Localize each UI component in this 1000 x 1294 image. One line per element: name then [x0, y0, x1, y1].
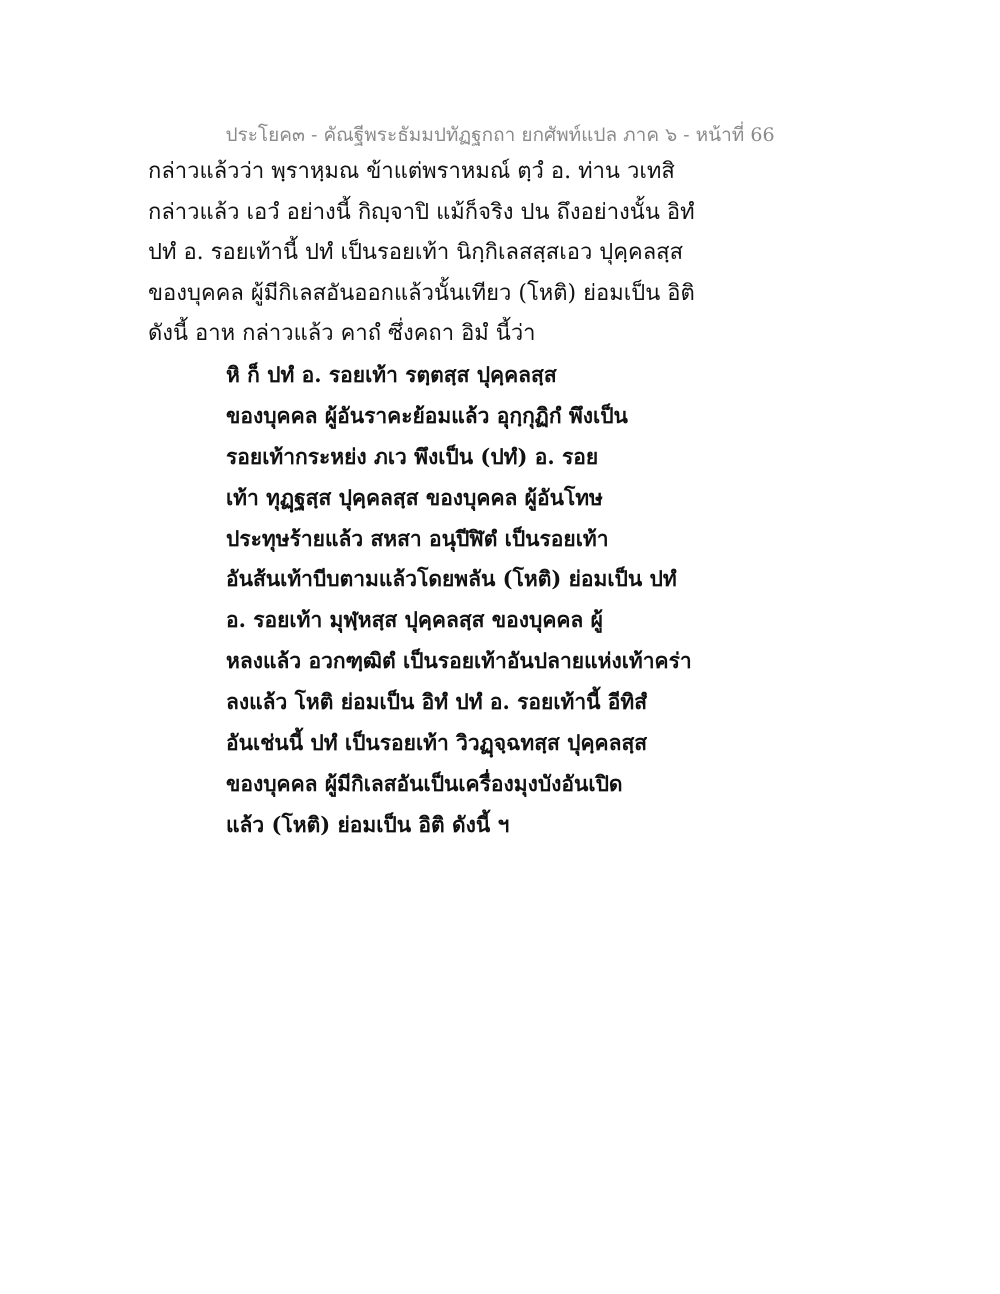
page-header: ประโยค๓ - คัณฐีพระธัมมปทัฏฐกถา ยกศัพท์แปล ภาค ๖ - หน้าที่ 66: [225, 124, 775, 146]
paragraph-line: กล่าวแล้วว่า พฺราหฺมณ ข้าแต่พราหมณ์ ตฺวํ อ. ท่าน วเทสิ: [148, 159, 675, 184]
paragraph-line: ดังนี้ อาห กล่าวแล้ว คาถํ ซึ่งคถา อิมํ นี้ว่า: [148, 321, 536, 347]
verse-line: แล้ว (โหติ) ย่อมเป็น อิติ ดังนี้ ฯ: [226, 811, 510, 837]
verse-line: อันเช่นนี้ ปทํ เป็นรอยเท้า วิวฏฺจฺฉทสฺส ปุคฺคลสฺส: [226, 730, 648, 756]
verse-line: อันส้นเท้าบีบตามแล้วโดยพลัน (โหติ) ย่อมเป็น ปทํ: [226, 566, 677, 592]
verse-line: รอยเท้ากระหย่ง ภเว พึงเป็น (ปทํ) อ. รอย: [226, 443, 599, 469]
verse-line: หลงแล้ว อวกฑฺฒิตํ เป็นรอยเท้าอันปลายแห่งเท้าคร่า: [226, 648, 692, 674]
verse-line: เท้า ทุฏฺฐสฺส ปุคฺคลสฺส ของบุคคล ผู้อันโทษ: [226, 484, 603, 510]
verse-line: ของบุคคล ผู้อันราคะย้อมแล้ว อุกฺกุฏิกํ พึงเป็น: [226, 402, 628, 428]
verse-block: [226, 355, 706, 846]
verse-line: อ. รอยเท้า มุฬฺหสฺส ปุคฺคลสฺส ของบุคคล ผู้: [226, 607, 603, 633]
verse-line: ลงแล้ว โหติ ย่อมเป็น อิทํ ปทํ อ. รอยเท้านี้ อีทิสํ: [226, 689, 648, 715]
verse-line: หิ ก็ ปทํ อ. รอยเท้า รตฺตสฺส ปุคฺคลสฺส: [226, 362, 557, 387]
verse-line: ประทุษร้ายแล้ว สหสา อนุปีฬิตํ เป็นรอยเท้า: [226, 525, 609, 551]
paragraph-line: ปทํ อ. รอยเท้านี้ ปทํ เป็นรอยเท้า นิกฺกิเลสสฺสเอว ปุคฺคลสฺส: [148, 240, 684, 266]
verse-line: ของบุคคล ผู้มีกิเลสอันเป็นเครื่องมุงบังอันเปิด: [226, 770, 623, 796]
paragraph-line: กล่าวแล้ว เอวํ อย่างนี้ กิญฺจาปิ แม้ก็จริง ปน ถึงอย่างนั้น อิทํ: [148, 199, 695, 225]
paragraph-line: ของบุคคล ผู้มีกิเลสอันออกแล้วนั้นเทียว (โหติ) ย่อมเป็น อิติ: [148, 280, 695, 306]
paragraph: [148, 152, 708, 355]
